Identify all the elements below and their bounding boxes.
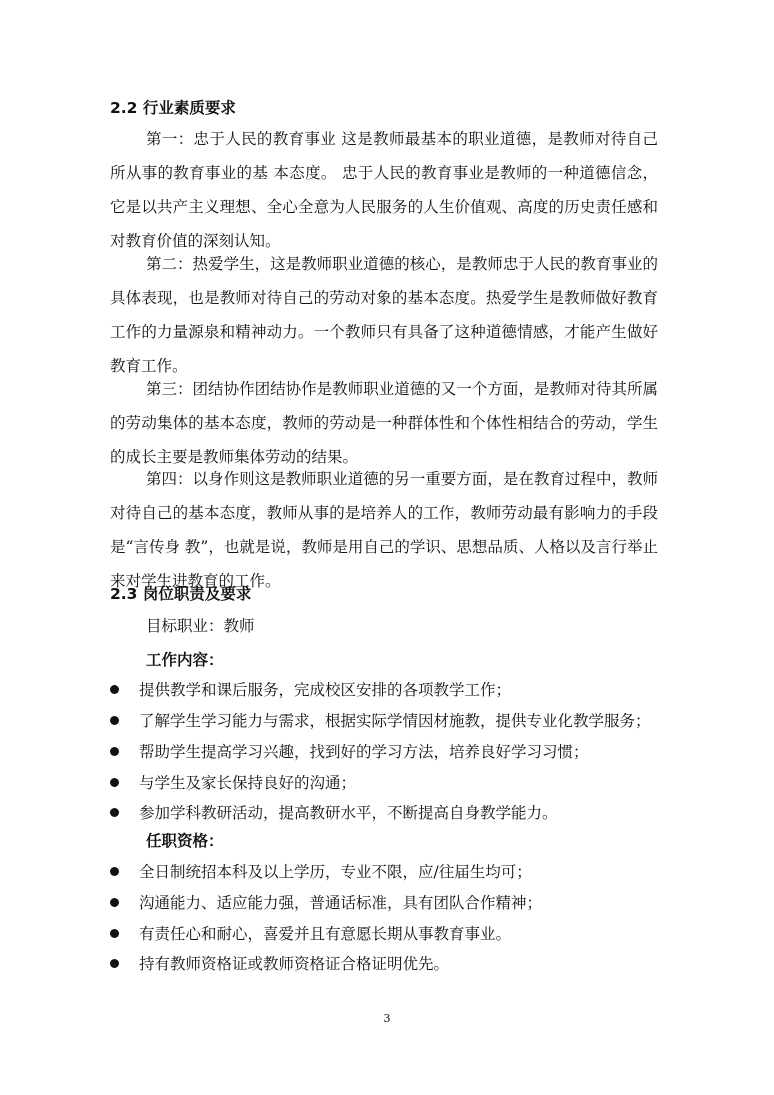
work-content-title: 工作内容：	[146, 651, 224, 669]
bullet-icon	[110, 929, 119, 938]
paragraph-3: 第三：团结协作团结协作是教师职业道德的又一个方面，是教师对待其所属的劳动集体的基本态度，教师的劳动是一种群体性和个体性相结合的劳动，学生的成长主要是教师集体劳动的结果。	[110, 380, 658, 466]
qualification-item-text: 沟通能力、适应能力强，普通话标准，具有团队合作精神；	[139, 894, 543, 912]
work-item-text: 参加学科教研活动，提高教研水平，不断提高自身教学能力。	[139, 804, 558, 822]
paragraph-2: 第二：热爱学生，这是教师职业道德的核心，是教师忠于人民的教育事业的具体表现，也是教师对待自己的劳动对象的基本态度。热爱学生是教师做好教育工作的力量源泉和精神动力。一个教师只有具备了这种道德情感，才能产生做好教育工作。	[110, 255, 658, 375]
bullet-icon	[110, 716, 119, 725]
work-item-text: 帮助学生提高学习兴趣，找到好的学习方法，培养良好学习习惯；	[139, 743, 589, 761]
bullet-icon	[110, 808, 119, 817]
qualification-item-text: 全日制统招本科及以上学历，专业不限，应/往届生均可；	[139, 863, 532, 881]
paragraph-4: 第四：以身作则这是教师职业道德的另一重要方面，是在教育过程中，教师对待自己的基本态度，教师从事的是培养人的工作，教师劳动最有影响力的手段是“言传身 教”，也就是说，教师是用自己的学识、思想品质、人格以及言行举止来对学生进教育的工作。	[110, 470, 658, 590]
bullet-icon	[110, 778, 119, 787]
work-item-text: 与学生及家长保持良好的沟通；	[139, 774, 357, 792]
bullet-icon	[110, 747, 119, 756]
bullet-icon	[110, 959, 119, 968]
bullet-icon	[110, 867, 119, 876]
target-job: 目标职业：教师	[146, 617, 255, 635]
work-item-text: 了解学生学习能力与需求，根据实际学情因材施教，提供专业化教学服务；	[139, 712, 651, 730]
qualification-item-text: 持有教师资格证或教师资格证合格证明优先。	[139, 955, 450, 973]
section-heading-2-3: 2.3 岗位职责及要求	[110, 585, 252, 603]
bullet-icon	[110, 898, 119, 907]
work-item-text: 提供教学和课后服务，完成校区安排的各项教学工作；	[139, 681, 512, 699]
qualification-item-text: 有责任心和耐心，喜爱并且有意愿长期从事教育事业。	[139, 925, 512, 943]
bullet-icon	[110, 685, 119, 694]
section-heading-2-2: 2.2 行业素质要求	[110, 99, 236, 117]
qualifications-title: 任职资格：	[146, 832, 224, 850]
page-number: 3	[383, 1012, 391, 1025]
paragraph-1: 第一：忠于人民的教育事业 这是教师最基本的职业道德，是教师对待自己所从事的教育事业的基 本态度。 忠于人民的教育事业是教师的一种道德信念，它是以共产主义理想、全心全意为人民服务的人生价值观、高度的历史责任感和对教育价值的深刻认知。	[110, 130, 658, 250]
